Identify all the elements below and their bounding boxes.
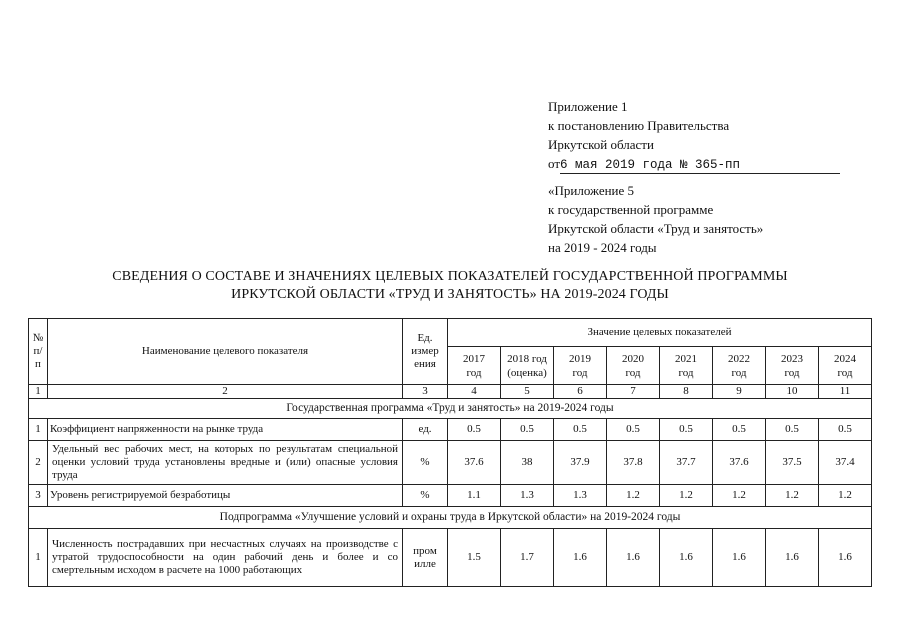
document-title xyxy=(40,268,860,304)
annex-line: «Приложение 5 xyxy=(548,183,635,198)
column-number: 2 xyxy=(48,385,403,399)
indicator-unit: % xyxy=(403,441,448,485)
indicator-unit: ед. xyxy=(403,419,448,441)
table-row xyxy=(29,441,872,485)
table-row xyxy=(29,485,872,507)
indicator-value: 1.6 xyxy=(554,529,607,587)
appendix-line: к постановлению Правительства xyxy=(548,118,730,133)
indicator-value: 1.1 xyxy=(448,485,501,507)
indicator-value: 38 xyxy=(501,441,554,485)
order-prefix: от xyxy=(548,156,561,171)
indicator-value: 1.3 xyxy=(501,485,554,507)
col-values-header: Значение целевых показателей xyxy=(448,319,872,347)
annex-line: Иркутской области «Труд и занятость» xyxy=(548,221,764,236)
indicator-value: 0.5 xyxy=(819,419,872,441)
year-header: 2018 год (оценка) xyxy=(501,347,554,385)
indicator-value: 1.6 xyxy=(607,529,660,587)
indicator-value: 37.6 xyxy=(448,441,501,485)
section-title: Государственная программа «Труд и занятость» на 2019-2024 годы xyxy=(29,399,872,419)
indicator-unit: % xyxy=(403,485,448,507)
indicator-value: 0.5 xyxy=(554,419,607,441)
section-title: Подпрограмма «Улучшение условий и охраны труда в Иркутской области» на 2019-2024 годы xyxy=(29,507,872,529)
row-num: 1 xyxy=(29,529,48,587)
column-number: 7 xyxy=(607,385,660,399)
indicator-name: Удельный вес рабочих мест, на которых по результатам специальной оценки условий труда установлены вредные и (или) опасные условия труда xyxy=(48,441,403,485)
indicator-value: 1.2 xyxy=(766,485,819,507)
year-header: 2023 год xyxy=(766,347,819,385)
section-row xyxy=(29,399,872,419)
section-row xyxy=(29,507,872,529)
indicator-value: 1.6 xyxy=(819,529,872,587)
row-num: 2 xyxy=(29,441,48,485)
indicator-value: 1.3 xyxy=(554,485,607,507)
column-number: 3 xyxy=(403,385,448,399)
table-row xyxy=(29,419,872,441)
indicator-value: 37.8 xyxy=(607,441,660,485)
year-header: 2022 год xyxy=(713,347,766,385)
table-row xyxy=(29,529,872,587)
indicator-value: 0.5 xyxy=(713,419,766,441)
col-unit-header: Ед. измер ения xyxy=(403,319,448,385)
indicator-value: 1.5 xyxy=(448,529,501,587)
year-header: 2024 год xyxy=(819,347,872,385)
indicator-name: Численность пострадавших при несчастных случаях на производстве с утратой трудоспособности на один рабочий день и более и со смертельным исходом в расчете на 1000 работающих xyxy=(48,529,403,587)
year-header: 2021 год xyxy=(660,347,713,385)
title-line-1: СВЕДЕНИЯ О СОСТАВЕ И ЗНАЧЕНИЯХ ЦЕЛЕВЫХ ПОКАЗАТЕЛЕЙ ГОСУДАРСТВЕННОЙ ПРОГРАММЫ xyxy=(112,269,788,284)
column-number: 5 xyxy=(501,385,554,399)
indicator-value: 1.2 xyxy=(713,485,766,507)
header-row xyxy=(29,319,872,347)
column-number: 9 xyxy=(713,385,766,399)
indicator-value: 37.9 xyxy=(554,441,607,485)
indicator-value: 0.5 xyxy=(660,419,713,441)
indicator-value: 1.2 xyxy=(819,485,872,507)
row-num: 3 xyxy=(29,485,48,507)
appendix-header xyxy=(548,97,840,174)
indicator-value: 37.7 xyxy=(660,441,713,485)
indicator-value: 1.2 xyxy=(660,485,713,507)
column-number: 11 xyxy=(819,385,872,399)
indicator-value: 0.5 xyxy=(448,419,501,441)
indicator-name: Уровень регистрируемой безработицы xyxy=(48,485,403,507)
title-line-2: ИРКУТСКОЙ ОБЛАСТИ «ТРУД И ЗАНЯТОСТЬ» НА 2019-2024 ГОДЫ xyxy=(231,287,669,302)
appendix-line: Приложение 1 xyxy=(548,99,628,114)
indicator-value: 37.6 xyxy=(713,441,766,485)
indicator-value: 1.7 xyxy=(501,529,554,587)
indicator-value: 1.2 xyxy=(607,485,660,507)
year-header: 2020 год xyxy=(607,347,660,385)
indicator-value: 0.5 xyxy=(766,419,819,441)
indicator-value: 1.6 xyxy=(660,529,713,587)
indicator-value: 0.5 xyxy=(607,419,660,441)
annex-header xyxy=(548,181,763,257)
indicator-value: 0.5 xyxy=(501,419,554,441)
column-number: 1 xyxy=(29,385,48,399)
indicator-value: 1.6 xyxy=(713,529,766,587)
appendix-line: Иркутской области xyxy=(548,137,654,152)
column-number: 8 xyxy=(660,385,713,399)
indicator-value: 37.5 xyxy=(766,441,819,485)
column-number: 6 xyxy=(554,385,607,399)
column-numbers-row xyxy=(29,385,872,399)
indicator-unit: пром илле xyxy=(403,529,448,587)
indicator-value: 37.4 xyxy=(819,441,872,485)
indicator-name: Коэффициент напряженности на рынке труда xyxy=(48,419,403,441)
year-header: 2019 год xyxy=(554,347,607,385)
indicators-table xyxy=(28,318,872,587)
col-name-header: Наименование целевого показателя xyxy=(48,319,403,385)
year-header: 2017 год xyxy=(448,347,501,385)
order-value-field xyxy=(560,156,840,174)
order-value: 6 мая 2019 года № 365-пп xyxy=(560,158,741,172)
row-num: 1 xyxy=(29,419,48,441)
column-number: 10 xyxy=(766,385,819,399)
annex-line: к государственной программе xyxy=(548,202,714,217)
col-num-header: № п/п xyxy=(29,319,48,385)
indicator-value: 1.6 xyxy=(766,529,819,587)
column-number: 4 xyxy=(448,385,501,399)
order-line xyxy=(548,154,840,174)
annex-line: на 2019 - 2024 годы xyxy=(548,240,657,255)
